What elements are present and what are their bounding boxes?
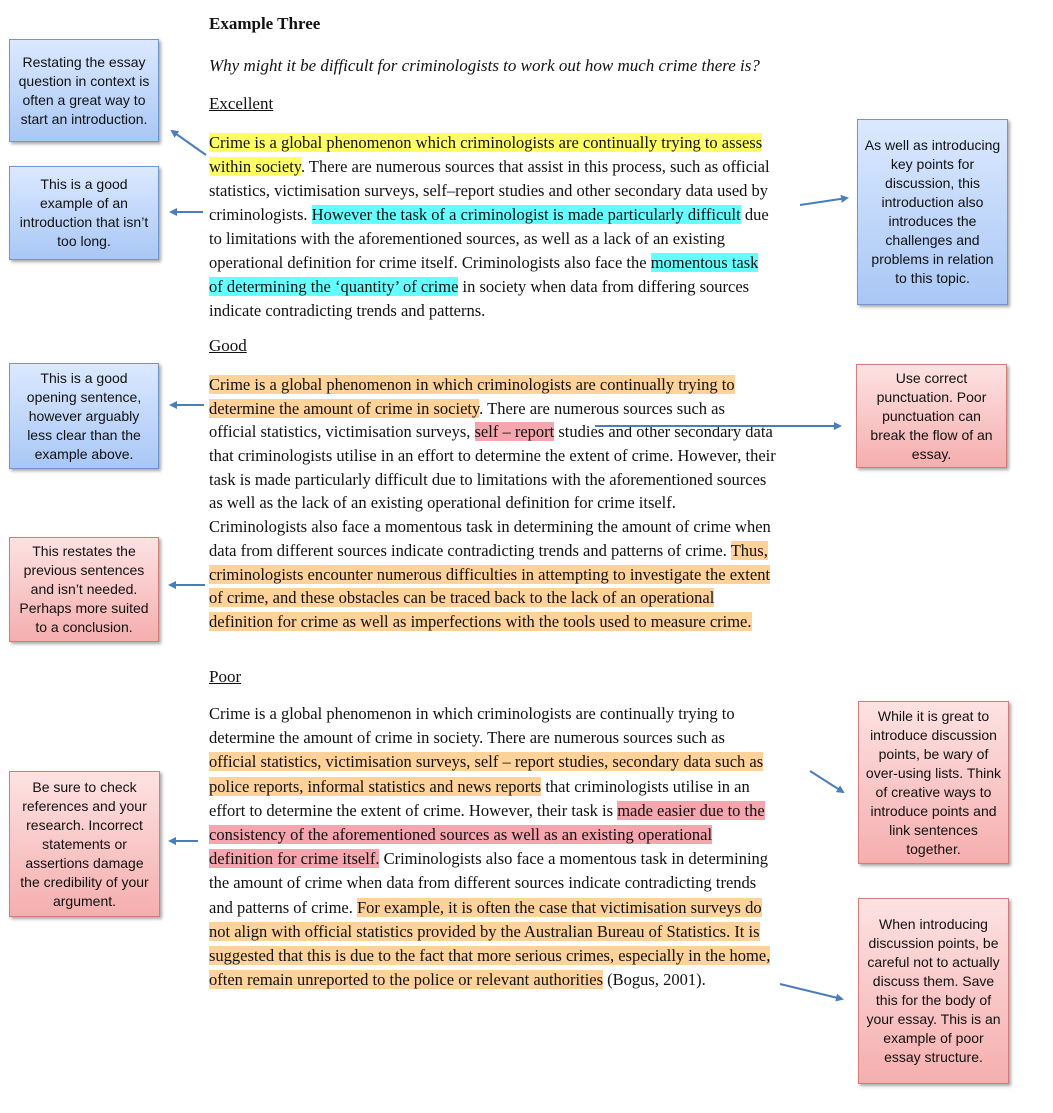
heading-poor: Poor	[209, 667, 242, 686]
highlighted-text: Thus,	[730, 540, 768, 560]
body-text: data from different sources indicate contradicting trends and patterns of crime.	[209, 540, 731, 560]
highlighted-text: Crime is a global phenomenon which criminologists are continually trying to assess	[209, 133, 763, 152]
body-text: operational definition for crime itself. Criminologists also face the	[209, 253, 651, 272]
arrow-discussion	[780, 984, 842, 999]
highlighted-text: consistency of the aforementioned sources as well as an existing operational	[209, 824, 713, 844]
body-text: the amount of crime when data from different sources indicate contradicting trends	[209, 873, 757, 893]
highlighted-text: of determining the ‘quantity’ of crime	[209, 277, 459, 296]
body-text: to limitations with the aforementioned sources, as well as a lack of an existing	[209, 229, 725, 248]
highlighted-text: of crime, and these obstacles can be traced back to the lack of an operational	[209, 588, 715, 608]
highlighted-text: definition for crime itself.	[209, 849, 380, 869]
highlighted-text: official statistics, victimisation surveys, self – report studies, secondary data such as	[209, 752, 764, 772]
arrow-lists	[810, 771, 843, 792]
body-text: task is made particularly difficult due to limitations with the aforementioned sources	[209, 469, 767, 489]
highlighted-text: For example, it is often the case that victimisation surveys do	[356, 897, 762, 917]
body-text: Criminologists also face a momentous task in determining the amount of crime when	[209, 517, 771, 537]
highlighted-text: suggested that this is due to the fact that more serious crimes, especially in the home,	[209, 945, 771, 965]
body-text: in society when data from differing sources	[458, 277, 750, 296]
heading-excellent: Excellent	[209, 94, 274, 113]
highlighted-text: police reports, informal statistics and news reports	[209, 776, 542, 796]
note-good-introduction: This is a good example of an introduction that isn’t too long.	[9, 166, 159, 260]
body-text: Criminologists also face a momentous task in determining	[379, 849, 769, 869]
highlighted-text: often remain unreported to the police or relevant authorities	[209, 970, 604, 990]
note-restates-previous: This restates the previous sentences and isn’t needed. Perhaps more suited to a conclusion.	[9, 537, 159, 642]
highlighted-text: within society	[209, 157, 301, 176]
highlighted-text: definition for crime as well as imperfections with the tools used to measure crime.	[209, 611, 752, 631]
body-text: due	[740, 205, 769, 224]
heading-good: Good	[209, 336, 247, 355]
highlighted-text: criminologists encounter numerous difficulties in attempting to investigate the extent	[209, 564, 771, 584]
body-text: and patterns of crime.	[209, 897, 357, 917]
note-check-references: Be sure to check references and your research. Incorrect statements or assertions damage the credibility of your argument.	[9, 771, 160, 917]
highlighted-text: made easier due to the	[617, 800, 765, 820]
page-title: Example Three	[209, 14, 321, 33]
body-text: (Bogus, 2001).	[603, 970, 706, 990]
body-text: indicate contradicting trends and patterns.	[209, 301, 486, 320]
body-text: official statistics, victimisation surveys,	[209, 422, 475, 442]
arrow-key-points	[800, 198, 847, 205]
highlighted-text: momentous task	[650, 253, 759, 272]
body-text: that criminologists utilise in an effort to determine the extent of crime. However, their	[209, 446, 776, 466]
body-text: Crime is a global phenomenon in which criminologists are continually trying to	[209, 704, 735, 723]
body-text: that criminologists utilise in an	[541, 776, 750, 796]
essay-question: Why might it be difficult for criminologists to work out how much crime there is?	[209, 56, 760, 75]
highlighted-text: However the task of a criminologist is made particularly difficult	[311, 205, 741, 224]
body-text: studies and other secondary data	[554, 422, 773, 442]
note-opening-sentence: This is a good opening sentence, however arguably less clear than the example above.	[9, 363, 159, 469]
highlighted-text: self – report	[474, 422, 555, 442]
body-text: as well as the lack of an existing operational definition for crime itself.	[209, 493, 676, 513]
note-discussion-points: When introducing discussion points, be careful not to actually discuss them. Save this for the body of your essay. This is an example of poor essay structure.	[858, 898, 1009, 1084]
note-punctuation: Use correct punctuation. Poor punctuation can break the flow of an essay.	[856, 364, 1007, 468]
highlighted-text: Crime is a global phenomenon in which criminologists are continually trying to	[209, 375, 735, 394]
body-text: criminologists.	[209, 205, 312, 224]
note-key-points: As well as introducing key points for discussion, this introduction also introduces the challenges and problems in relation to this topic.	[857, 119, 1008, 305]
note-restating-question: Restating the essay question in context is often a great way to start an introduction.	[9, 39, 159, 142]
body-text: . There are numerous sources such as	[479, 398, 725, 418]
arrow-restating	[172, 131, 206, 155]
note-overusing-lists: While it is great to introduce discussion points, be wary of over-using lists. Think of creative ways to introduce points and link sentences together.	[858, 701, 1009, 864]
body-text: determine the amount of crime in society. There are numerous sources such as	[209, 728, 725, 748]
body-text: statistics, victimisation surveys, self–report studies and other secondary data used by	[209, 181, 769, 200]
highlighted-text: not align with official statistics provided by the Australian Bureau of Statistics. It is	[209, 921, 760, 941]
body-text: . There are numerous sources that assist in this process, such as official	[300, 157, 770, 176]
body-text: effort to determine the extent of crime. However, their task is	[209, 800, 618, 820]
highlighted-text: determine the amount of crime in society	[209, 398, 480, 418]
